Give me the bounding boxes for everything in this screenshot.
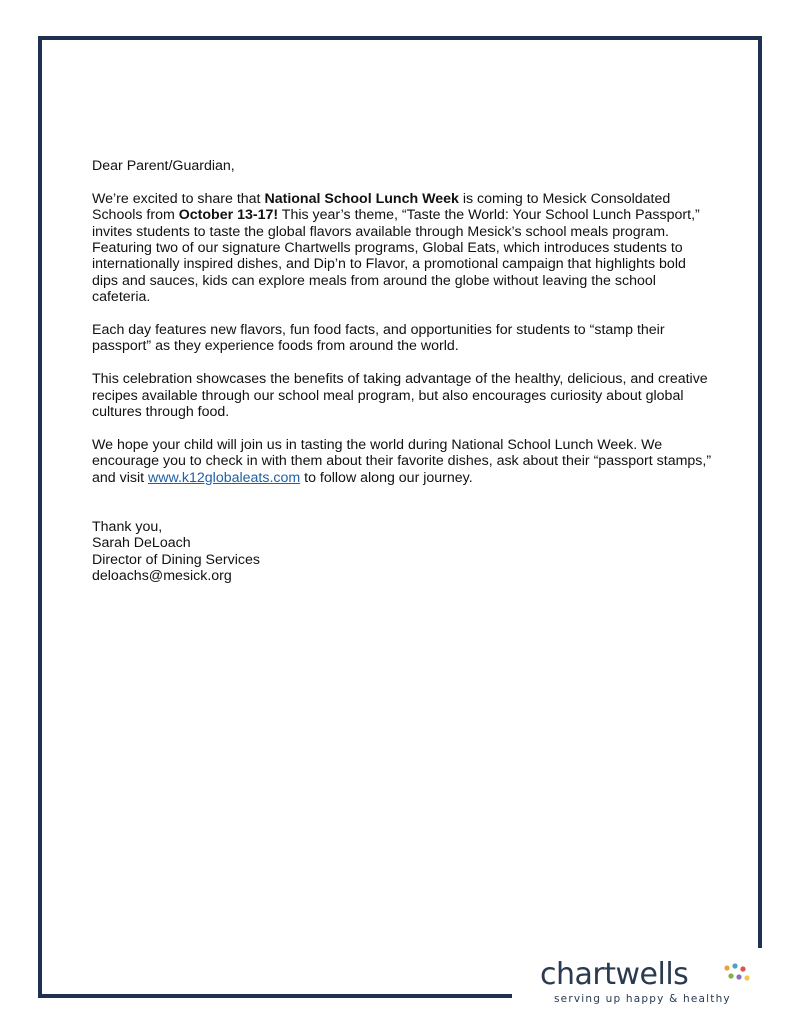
event-name: National School Lunch Week [264,190,459,207]
paragraph-invitation [92,437,714,486]
paragraph-announcement [92,191,714,306]
letter-body [92,158,714,584]
chartwells-logo [540,957,760,1008]
logo-dot [732,963,737,968]
logo-dot [736,974,741,979]
paragraph-daily-features: Each day features new flavors, fun food facts, and opportunities for students to “stamp their passport” as they experience foods from around the world. [92,322,665,355]
salutation: Dear Parent/Guardian, [92,158,235,174]
logo-dot [744,975,749,980]
paragraph-celebration: This celebration showcases the benefits of taking advantage of the healthy, delicious, and creative recipes available through our school meal program, but also encourages curiosity about global cultures through food. [92,371,708,421]
closing: Thank you, [92,518,163,535]
paragraph-invitation-part1: We hope your child will join us in tasting the world during National School Lunch Week. We encourage you to check in with them about their favorite dishes, ask about their “passport stamps,” and visit [92,436,712,486]
paragraph-invitation-part2: to follow along our journey. [300,469,473,486]
paragraph-announcement-part1: We’re excited to share that [92,190,265,207]
event-dates: October 13-17! [178,207,279,224]
paragraph-announcement-part3: This year’s theme, “Taste the World: Your School Lunch Passport,” invites students to taste the global flavors available through Mesick’s school meals program. Featuring two of our signature Chartwells programs, Global Eats, which introduces students to internationally inspired dishes, and Dip’n to Flavor, a promotional campaign that highlights bold dips and sauces, kids can explore meals from around the globe without leaving the school cafeteria. [92,207,700,306]
logo-wordmark: chartwells [540,957,689,992]
signature-block [92,519,714,585]
globaleats-link[interactable]: www.k12globaleats.com [148,469,301,486]
paragraph-announcement-part2: is coming to Mesick Consoldated Schools from [92,190,671,224]
logo-dots-icon [722,962,754,990]
logo-dot [740,966,745,971]
signer-title: Director of Dining Services [92,551,260,568]
logo-tagline: serving up happy & healthy [554,993,731,1005]
signer-email: deloachs@mesick.org [92,568,232,585]
logo-dot [724,965,729,970]
signer-name: Sarah DeLoach [92,535,191,552]
logo-dot [728,973,733,978]
